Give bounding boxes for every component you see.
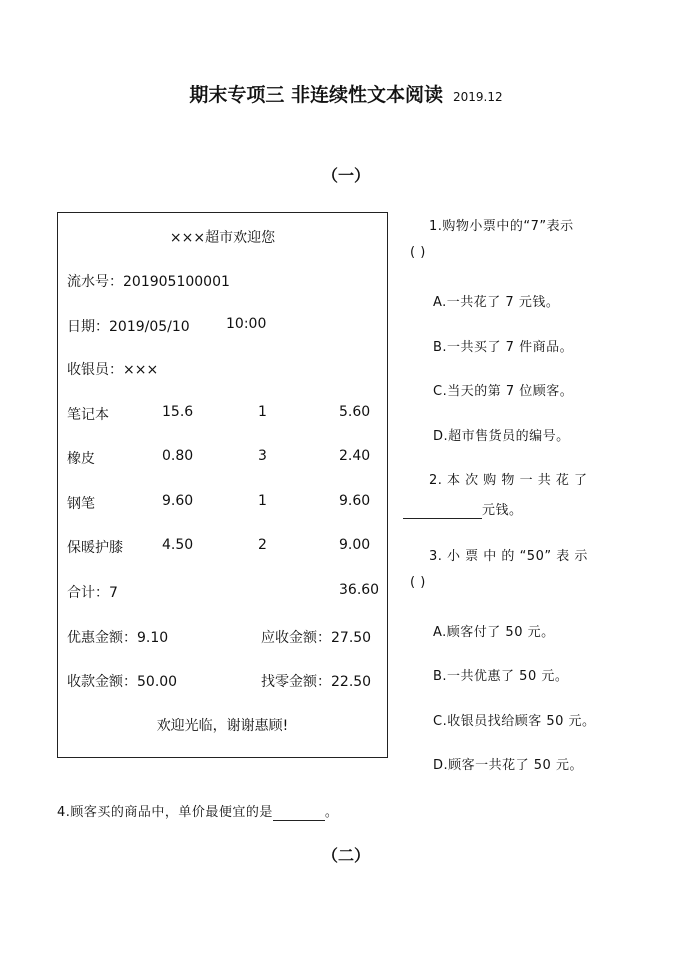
receipt-paid: 收款金额：50.00 <box>67 674 178 690</box>
q3-option-b: B.一共优惠了 50 元。 <box>433 669 569 684</box>
item-price: 15.6 <box>162 404 194 420</box>
item-price: 9.60 <box>162 493 194 509</box>
q1-option-d: D.超市售货员的编号。 <box>433 429 570 444</box>
receipt-total-label: 合计：7 <box>67 585 118 601</box>
item-name: 钢笔 <box>67 496 95 512</box>
q2-blank[interactable] <box>403 503 482 519</box>
q1-answer-paren[interactable]: ( ) <box>410 245 426 260</box>
q2-stem: 2. 本 次 购 物 一 共 花 了 <box>429 473 588 488</box>
q3-stem: 3. 小 票 中 的 “50” 表 示 <box>429 549 588 564</box>
page-title <box>0 80 692 107</box>
item-name: 保暖护膝 <box>67 540 123 556</box>
item-amount: 2.40 <box>339 448 371 464</box>
item-amount: 9.60 <box>339 493 371 509</box>
item-amount: 5.60 <box>339 404 371 420</box>
receipt-change: 找零金额：22.50 <box>261 674 372 690</box>
receipt-receivable: 应收金额：27.50 <box>261 630 372 646</box>
q1-option-c: C.当天的第 7 位顾客。 <box>433 384 574 399</box>
item-qty: 2 <box>258 537 267 553</box>
receipt <box>57 212 388 758</box>
q2-answer-line <box>403 499 523 519</box>
q3-option-c: C.收银员找给顾客 50 元。 <box>433 714 596 729</box>
title-text: 期末专项三 非连续性文本阅读 <box>189 84 443 106</box>
item-qty: 1 <box>258 493 267 509</box>
q1-option-a: A.一共花了 7 元钱。 <box>433 295 560 310</box>
item-qty: 3 <box>258 448 267 464</box>
item-amount: 9.00 <box>339 537 371 553</box>
item-price: 0.80 <box>162 448 194 464</box>
q4-line <box>57 801 338 821</box>
q4-stem: 4.顾客买的商品中，单价最便宜的是 <box>57 805 273 820</box>
item-price: 4.50 <box>162 537 194 553</box>
receipt-discount: 优惠金额：9.10 <box>67 630 169 646</box>
q2-suffix: 元钱。 <box>482 503 523 518</box>
receipt-farewell: 欢迎光临，谢谢惠顾! <box>156 718 289 734</box>
q3-option-a: A.顾客付了 50 元。 <box>433 625 555 640</box>
receipt-serial: 流水号：201905100001 <box>67 274 230 290</box>
receipt-cashier: 收银员：××× <box>67 362 159 378</box>
section-heading-one: （一） <box>321 166 370 185</box>
receipt-total-amount: 36.60 <box>339 582 380 598</box>
q1-stem: 1.购物小票中的“7”表示 <box>429 219 574 234</box>
q3-answer-paren[interactable]: ( ) <box>410 575 426 590</box>
item-name: 橡皮 <box>67 451 95 467</box>
item-qty: 1 <box>258 404 267 420</box>
receipt-heading: ×××超市欢迎您 <box>169 230 276 246</box>
item-name: 笔记本 <box>67 407 109 423</box>
title-date: 2019.12 <box>453 90 503 104</box>
receipt-time: 10:00 <box>226 316 267 332</box>
receipt-date: 日期：2019/05/10 <box>67 319 190 335</box>
q4-suffix: 。 <box>324 805 339 820</box>
q1-option-b: B.一共买了 7 件商品。 <box>433 340 574 355</box>
q3-option-d: D.顾客一共花了 50 元。 <box>433 758 583 773</box>
section-heading-two: （二） <box>321 846 370 865</box>
q4-blank[interactable] <box>273 805 325 821</box>
